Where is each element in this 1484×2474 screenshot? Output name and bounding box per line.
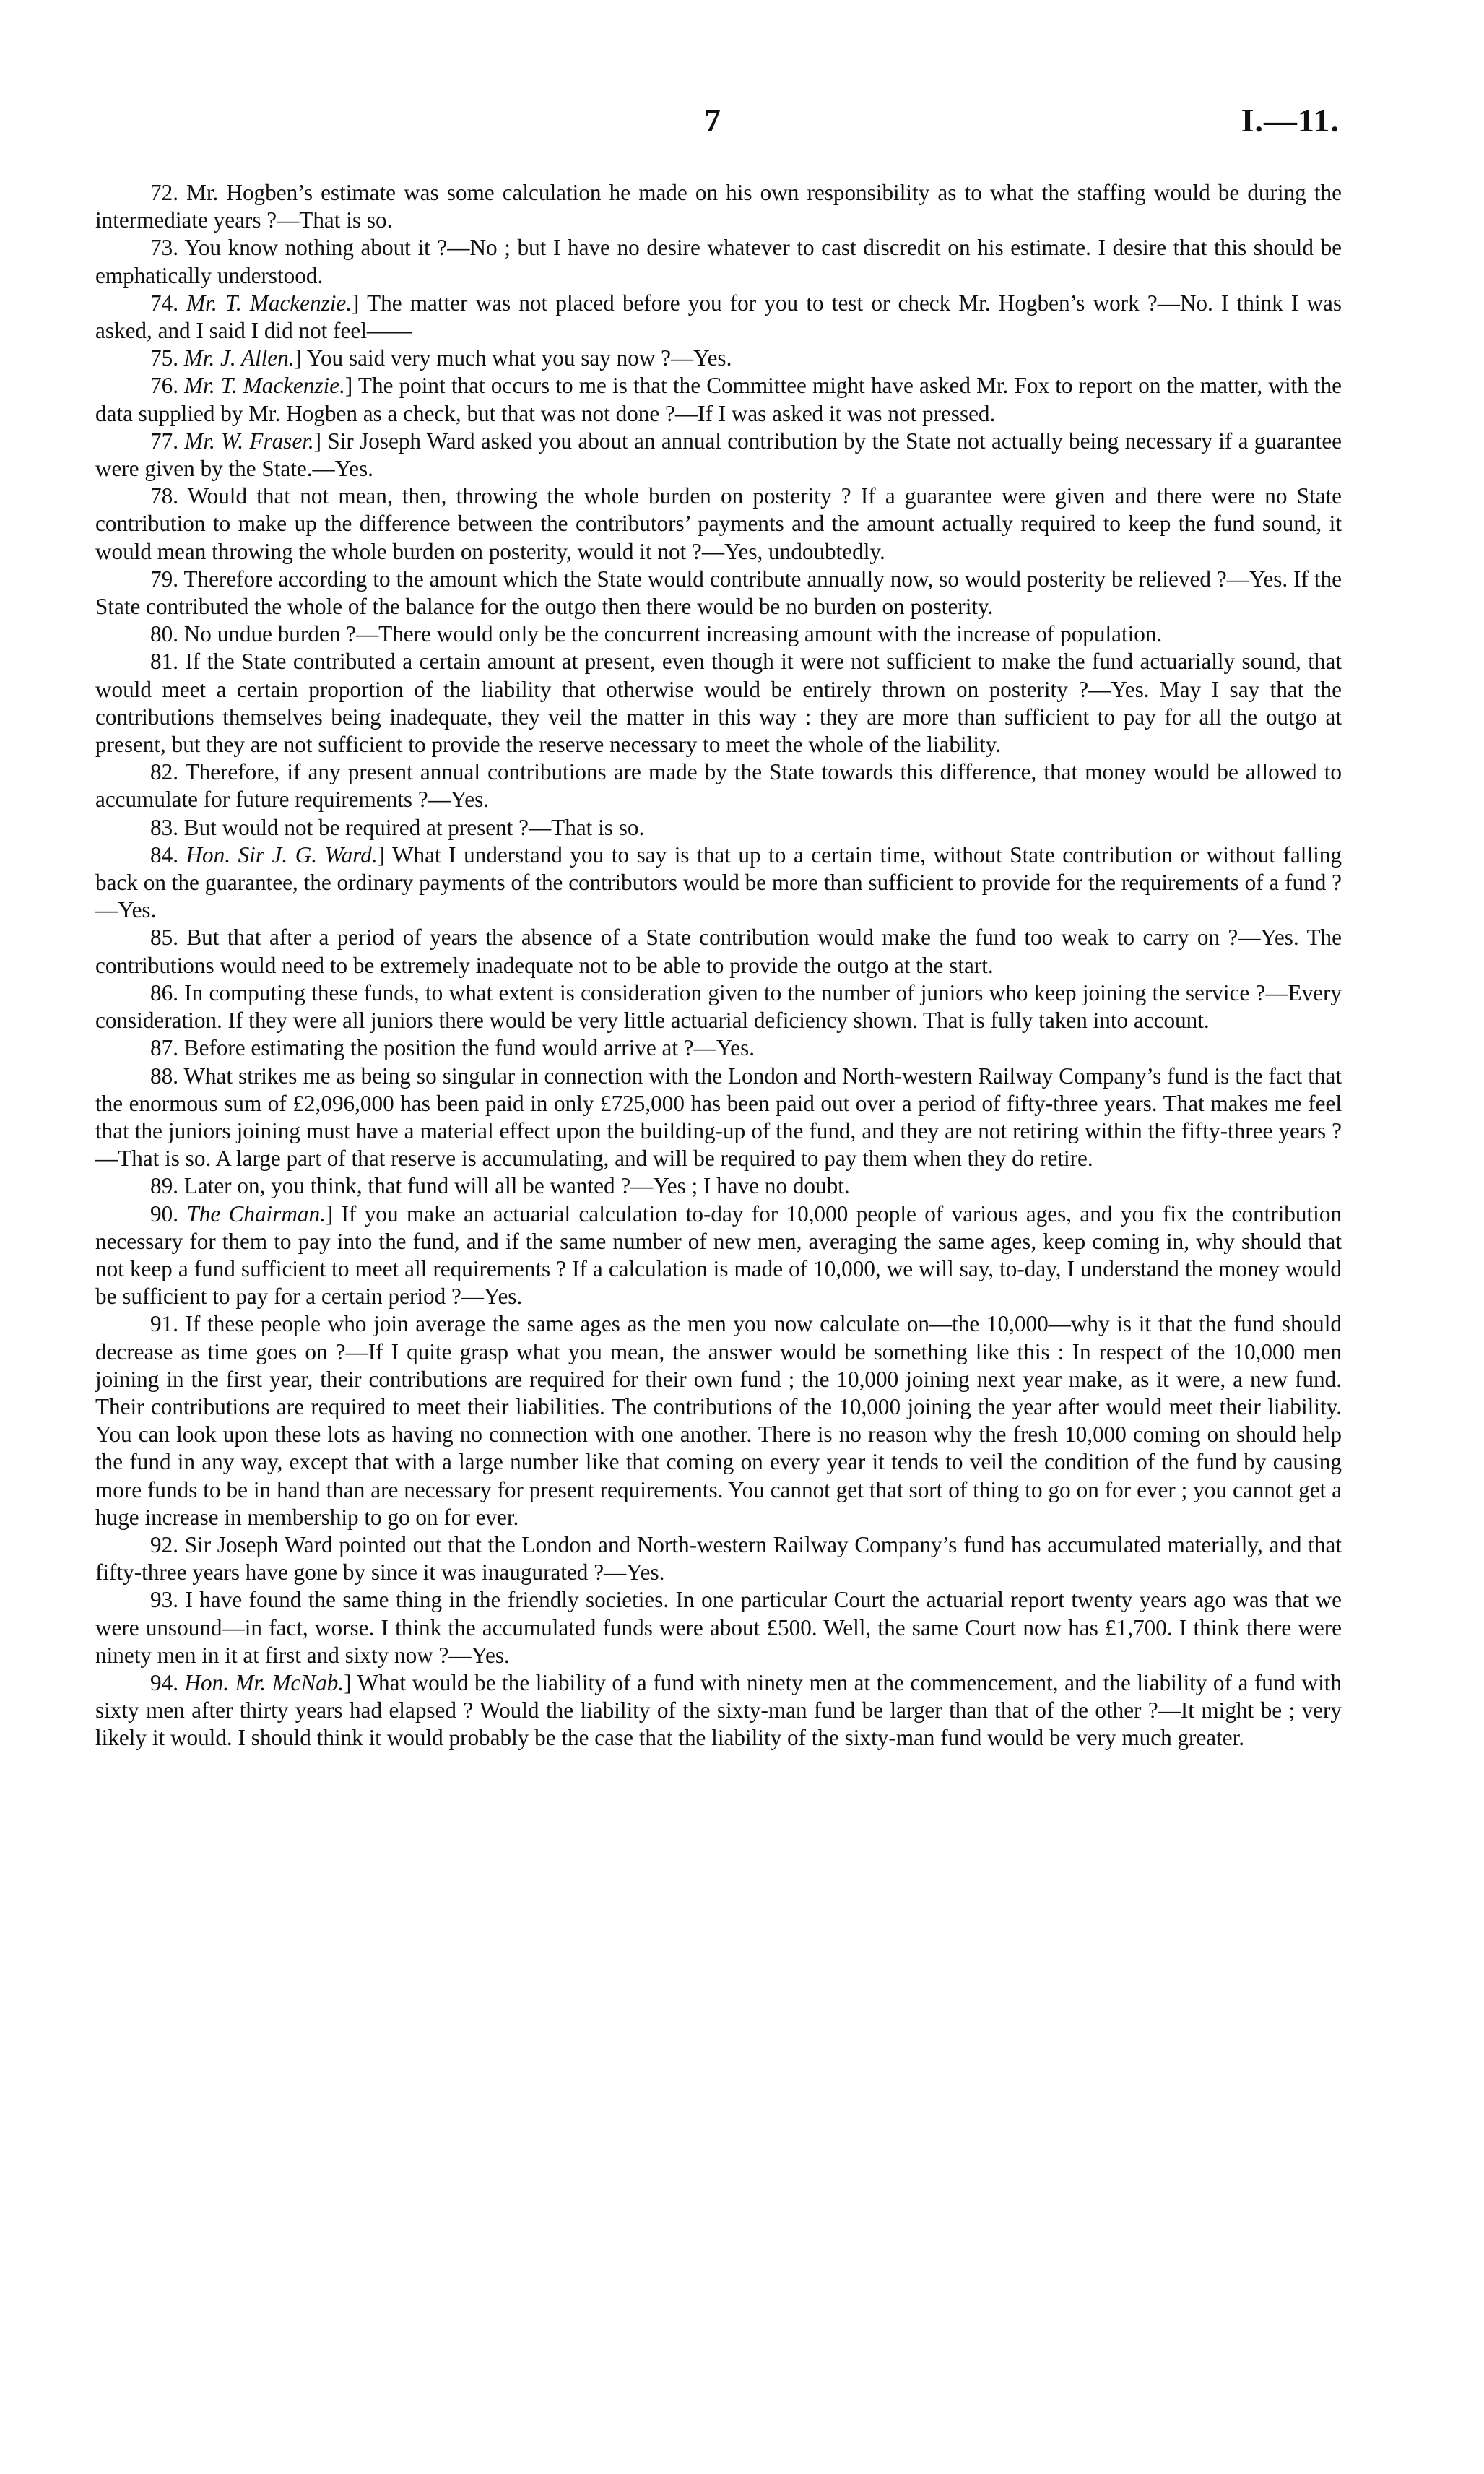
question-paragraph [95,372,1342,427]
question-paragraph [95,290,1342,345]
speaker-bracket: ] [344,373,353,399]
question-number: 79. [150,566,178,592]
question-text: Therefore according to the amount which the State would contribute annually now, so would posterity be relieved ?—Yes. If the State contributed the whole of the balance for the outgo then there would be no burden on posterity. [95,566,1342,620]
question-text: Mr. Hogben’s estimate was some calculation he made on his own responsibility as to what the staffing would be during the intermediate years ?—That is so. [95,180,1342,233]
question-paragraph [95,1669,1342,1752]
question-number: 82. [150,759,178,785]
question-number: 86. [150,979,178,1005]
question-number: 76. [150,373,178,399]
question-paragraph [95,1586,1342,1669]
speaker-name: Hon. Sir J. G. Ward. [186,842,378,868]
question-text: Sir Joseph Ward pointed out that the London and North-western Railway Company’s fund has accumulated materially, and that fifty-three years have gone by since it was inaugurated ?—Yes. [95,1531,1342,1586]
question-text: If the State contributed a certain amount at present, even though it were not sufficient to make the fund actuarially sound, that would meet a certain proportion of the liability that otherwise would be entirely thrown on posterity ?—Yes. May I say that the contributions themselves being inadequate, they veil the matter in this way : they are more than sufficient to pay for all the outgo at present, but they are not sufficient to provide the reserve necessary to meet the whole of the liability. [95,649,1342,758]
question-text: Later on, you think, that fund will all be wanted ?—Yes ; I have no doubt. [183,1173,850,1199]
question-paragraph [95,1063,1342,1173]
question-number: 92. [150,1531,178,1557]
question-text: But that after a period of years the absence of a State contribution would make the fund too weak to carry on ?—Yes. The contributions would need to be extremely inadequate not to be able to provide the outgo at the start. [95,925,1342,978]
question-number: 90. [150,1201,178,1227]
speaker-bracket: ] [294,345,302,371]
question-paragraph [95,483,1342,566]
question-number: 85. [150,925,178,951]
speaker-name: The Chairman. [186,1201,326,1227]
question-paragraph [95,842,1342,925]
question-text: What I understand you to say is that up to a certain time, without State contribution or without falling back on the guarantee, the ordinary payments of the contributors would be more than sufficient to provide for the requirements of a fund ?—Yes. [95,842,1342,923]
question-text: You said very much what you say now ?—Yes. [306,345,732,371]
speaker-bracket: ] [344,1669,352,1695]
question-paragraph [95,345,1342,372]
question-paragraph [95,234,1342,289]
question-text: But would not be required at present ?—That is so. [183,814,645,840]
question-number: 77. [150,428,178,454]
page-number: 7 [704,102,721,139]
question-text: In computing these funds, to what extent is consideration given to the number of juniors who keep joining the service ?—Every consideration. If they were all juniors there would be very little actuarial deficiency shown. That is fully taken into account. [95,979,1342,1034]
question-number: 73. [150,235,178,261]
question-text: Therefore, if any present annual contributions are made by the State towards this difference, that money would be allowed to accumulate for future requirements ?—Yes. [95,759,1342,813]
question-number: 89. [150,1173,178,1199]
question-number: 91. [150,1311,178,1337]
question-text: What would be the liability of a fund with ninety men at the commencement, and the liability of a fund with sixty men after thirty years had elapsed ? Would the liability of the sixty-man fund be larger than that of the other ?—It might be ; very likely it would. I should think it would probably be the case that the liability of the sixty-man fund would be very much greater. [95,1669,1342,1751]
question-text: If these people who join average the same ages as the men you now calculate on—the 10,000—why is it that the fund should decrease as time goes on ?—If I quite grasp what you mean, the answer would be something like this : In respect of the 10,000 men joining in the first year, their contributions are required for their own fund ; the 10,000 joining next year make, as it were, a new fund. Their contributions are required to meet their liabilities. The contributions of the 10,000 joining the year after would meet their liability. You can look upon these lots as having no connection with one another. There is no reason why the fresh 10,000 coming on should help the fund in any way, except that with a large number like that coming on every year it tends to veil the condition of the fund by causing more funds to be in hand than are necessary for present requirements. You cannot get that sort of thing to go on for ever ; you cannot get a huge increase in membership to go on for ever. [95,1311,1342,1530]
question-paragraph [95,179,1342,234]
question-number: 72. [150,180,178,205]
question-number: 75. [150,345,178,371]
question-text: The matter was not placed before you for you to test or check Mr. Hogben’s work ?—No. I think I was asked, and I said I did not feel—— [95,290,1342,344]
question-text: Sir Joseph Ward asked you about an annual contribution by the State not actually being necessary if a guarantee were given by the State.—Yes. [95,428,1342,482]
page-header [0,101,1484,152]
question-text: You know nothing about it ?—No ; but I have no desire whatever to cast discredit on his estimate. I desire that this should be emphatically understood. [95,235,1342,288]
question-paragraph [95,758,1342,813]
question-text: Would that not mean, then, throwing the whole burden on posterity ? If a guarantee were given and there were no State contribution to make up the difference between the contributors’ payments and the amount actually required to keep the fund sound, it would mean throwing the whole burden on posterity, would it not ?—Yes, undoubtedly. [95,483,1342,564]
speaker-name: Mr. T. Mackenzie. [184,373,345,399]
question-number: 80. [150,621,178,647]
question-paragraph [95,428,1342,483]
question-paragraph [95,1172,1342,1200]
question-text: I have found the same thing in the friendly societies. In one particular Court the actuarial report twenty years ago was that we were unsound—in fact, worse. I think the accumulated funds were about £500. Well, the same Court now has £1,700. I think there were ninety men in it at first and sixty now ?—Yes. [95,1587,1342,1668]
question-number: 81. [150,649,178,675]
document-reference: I.—11. [1241,102,1340,139]
question-number: 83. [150,814,178,840]
question-paragraph [95,1201,1342,1311]
question-text: Before estimating the position the fund would arrive at ?—Yes. [183,1035,755,1061]
question-paragraph [95,814,1342,842]
speaker-bracket: ] [325,1201,334,1227]
speaker-name: Hon. Mr. McNab. [184,1669,344,1695]
question-text: The point that occurs to me is that the Committee might have asked Mr. Fox to report on the matter, with the data supplied by Mr. Hogben as a check, but that was not done ?—If I was asked it was not pressed. [95,373,1342,426]
question-paragraph [95,979,1342,1034]
question-paragraph [95,648,1342,758]
question-paragraph [95,924,1342,979]
speaker-name: Mr. T. Mackenzie. [186,290,352,316]
question-number: 94. [150,1669,178,1695]
question-number: 93. [150,1587,178,1613]
question-text: What strikes me as being so singular in connection with the London and North-western Railway Company’s fund is the fact that the enormous sum of £2,096,000 has been paid in only £725,000 has been paid out over a period of fifty-three years. That makes me feel that the juniors joining must have a material effect upon the building-up of the fund, and they are not retiring within the fifty-three years ?—That is so. A large part of that reserve is accumulating, and will be required to pay them when they do retire. [95,1063,1342,1172]
question-number: 88. [150,1063,178,1089]
question-number: 78. [150,483,178,509]
question-text: No undue burden ?—There would only be the concurrent increasing amount with the increase of population. [183,621,1163,647]
question-paragraph [95,620,1342,648]
speaker-name: Mr. W. Fraser. [184,428,314,454]
question-paragraph [95,566,1342,620]
question-paragraph [95,1310,1342,1531]
question-number: 84. [150,842,178,868]
question-paragraph [95,1531,1342,1586]
question-text: If you make an actuarial calculation to-day for 10,000 people of various ages, and you fix the contribution necessary for them to pay into the fund, and if the same number of new men, averaging the same ages, keep coming in, why should that not keep a fund sufficient to meet all requirements ? If a calculation is made of 10,000, we will say, to-day, I understand the money would be sufficient to pay for a certain period ?—Yes. [95,1201,1342,1310]
speaker-bracket: ] [352,290,360,316]
speaker-name: Mr. J. Allen. [183,345,295,371]
question-number: 74. [150,290,178,316]
speaker-bracket: ] [377,842,386,868]
question-paragraph [95,1034,1342,1062]
question-number: 87. [150,1035,178,1061]
evidence-body [95,179,1342,1752]
speaker-bracket: ] [313,428,322,454]
